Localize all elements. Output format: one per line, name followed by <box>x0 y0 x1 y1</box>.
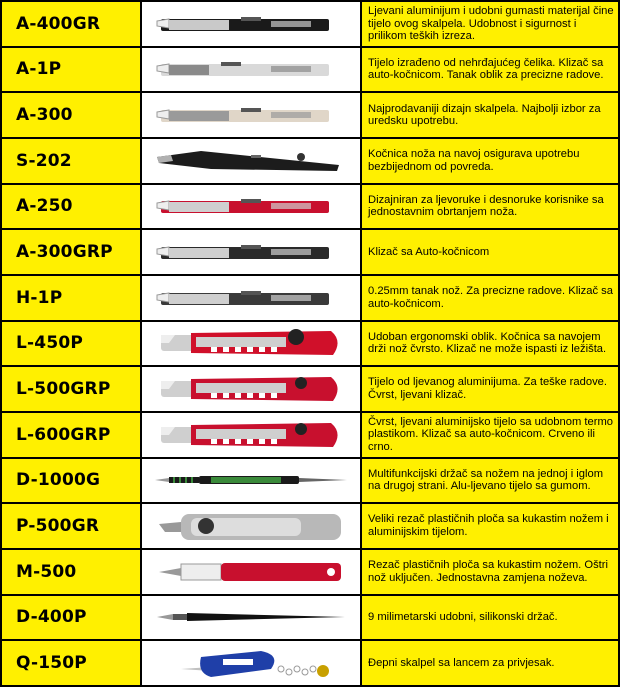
product-description-text: Veliki rezač plastičnih ploča sa kukastim nožem i aluminijskim tijelom. <box>368 513 609 539</box>
product-description-text: Udoban ergonomski oblik. Kočnica sa navojem drži nož čvrsto. Klizač ne može ispasti iz ležišta. <box>368 330 607 356</box>
product-code: L-600GRP <box>1 412 141 458</box>
product-description <box>361 184 619 230</box>
screw-lock-knife-icon <box>141 138 361 184</box>
product-code: P-500GR <box>1 503 141 549</box>
product-code: D-400P <box>1 595 141 641</box>
product-description-text: Klizač sa Auto-kočnicom <box>368 245 490 258</box>
product-code: A-300GRP <box>1 229 141 275</box>
ambidextrous-knife-icon <box>141 184 361 230</box>
product-description-text: Najprodavaniji dizajn skalpela. Najbolji izbor za uredsku upotrebu. <box>368 102 601 128</box>
product-code: A-1P <box>1 47 141 93</box>
product-description-text: Čvrst, ljevani aluminijsko tijelo sa udobnom termo plastikom. Klizač sa auto-kočnicom. Crveno ili crno. <box>368 415 613 454</box>
product-description <box>361 366 619 412</box>
product-code: Q-150P <box>1 640 141 686</box>
product-description-text: Dizajniran za ljevoruke i desnoruke korisnike sa jednostavnim obrtanjem noža. <box>368 193 604 219</box>
heavy-duty-knife-icon <box>141 366 361 412</box>
product-description-text: Tijelo od ljevanog aluminijuma. Za teške radove. Čvrst, ljevani klizač. <box>368 376 607 402</box>
plastic-cutter-icon <box>141 503 361 549</box>
product-table <box>1 1 619 686</box>
product-description <box>361 229 619 275</box>
multi-holder-icon <box>141 458 361 504</box>
silicone-holder-icon <box>141 595 361 641</box>
auto-lock-knife-icon <box>141 229 361 275</box>
product-description-text: 9 milimetarski udobni, silikonski držač. <box>368 611 558 624</box>
product-code: D-1000G <box>1 458 141 504</box>
product-description <box>361 640 619 686</box>
product-description <box>361 412 619 458</box>
product-description-text: Rezač plastičnih ploča sa kukastim nožem. Oštri nož uključen. Jednostavna zamjena noževa. <box>368 559 609 584</box>
product-description <box>361 1 619 47</box>
product-description-text: Đepni skalpel sa lancem za privjesak. <box>368 656 555 669</box>
product-description <box>361 47 619 93</box>
product-code: H-1P <box>1 275 141 321</box>
product-code: L-500GRP <box>1 366 141 412</box>
product-code: M-500 <box>1 549 141 595</box>
ergonomic-knife-icon <box>141 321 361 367</box>
office-knife-icon <box>141 92 361 138</box>
knife-aluminium-grip-icon <box>141 1 361 47</box>
product-description <box>361 321 619 367</box>
product-description-text: Tijelo izrađeno od nehrđajućeg čelika. Klizač sa auto-kočnicom. Tanak oblik za precizne radove. <box>368 56 604 82</box>
product-code: A-300 <box>1 92 141 138</box>
product-code: A-400GR <box>1 1 141 47</box>
product-description <box>361 458 619 504</box>
thermo-plastic-knife-icon <box>141 412 361 458</box>
product-description-text: 0.25mm tanak nož. Za precizne radove. Klizač sa auto-kočnicom. <box>368 285 613 310</box>
product-code: A-250 <box>1 184 141 230</box>
pocket-scalpel-keychain-icon <box>141 640 361 686</box>
product-description <box>361 92 619 138</box>
product-description-text: Kočnica noža na navoj osigurava upotrebu bezbijednom od povreda. <box>368 148 580 173</box>
product-description <box>361 549 619 595</box>
product-description-text: Ljevani aluminijum i udobni gumasti materijal čine tijelo ovog skalpela. Udobnost i sigurnost i prilikom teških izreza. <box>368 4 614 43</box>
product-code: L-450P <box>1 321 141 367</box>
product-description <box>361 275 619 321</box>
product-code: S-202 <box>1 138 141 184</box>
product-description-text: Multifunkcijski držač sa nožem na jednoj i iglom na drugoj strani. Alu-ljevano tijelo sa gumom. <box>368 467 604 493</box>
thin-blade-knife-icon <box>141 275 361 321</box>
product-description <box>361 138 619 184</box>
hook-blade-cutter-icon <box>141 549 361 595</box>
product-description <box>361 503 619 549</box>
slim-steel-knife-icon <box>141 47 361 93</box>
product-description <box>361 595 619 641</box>
